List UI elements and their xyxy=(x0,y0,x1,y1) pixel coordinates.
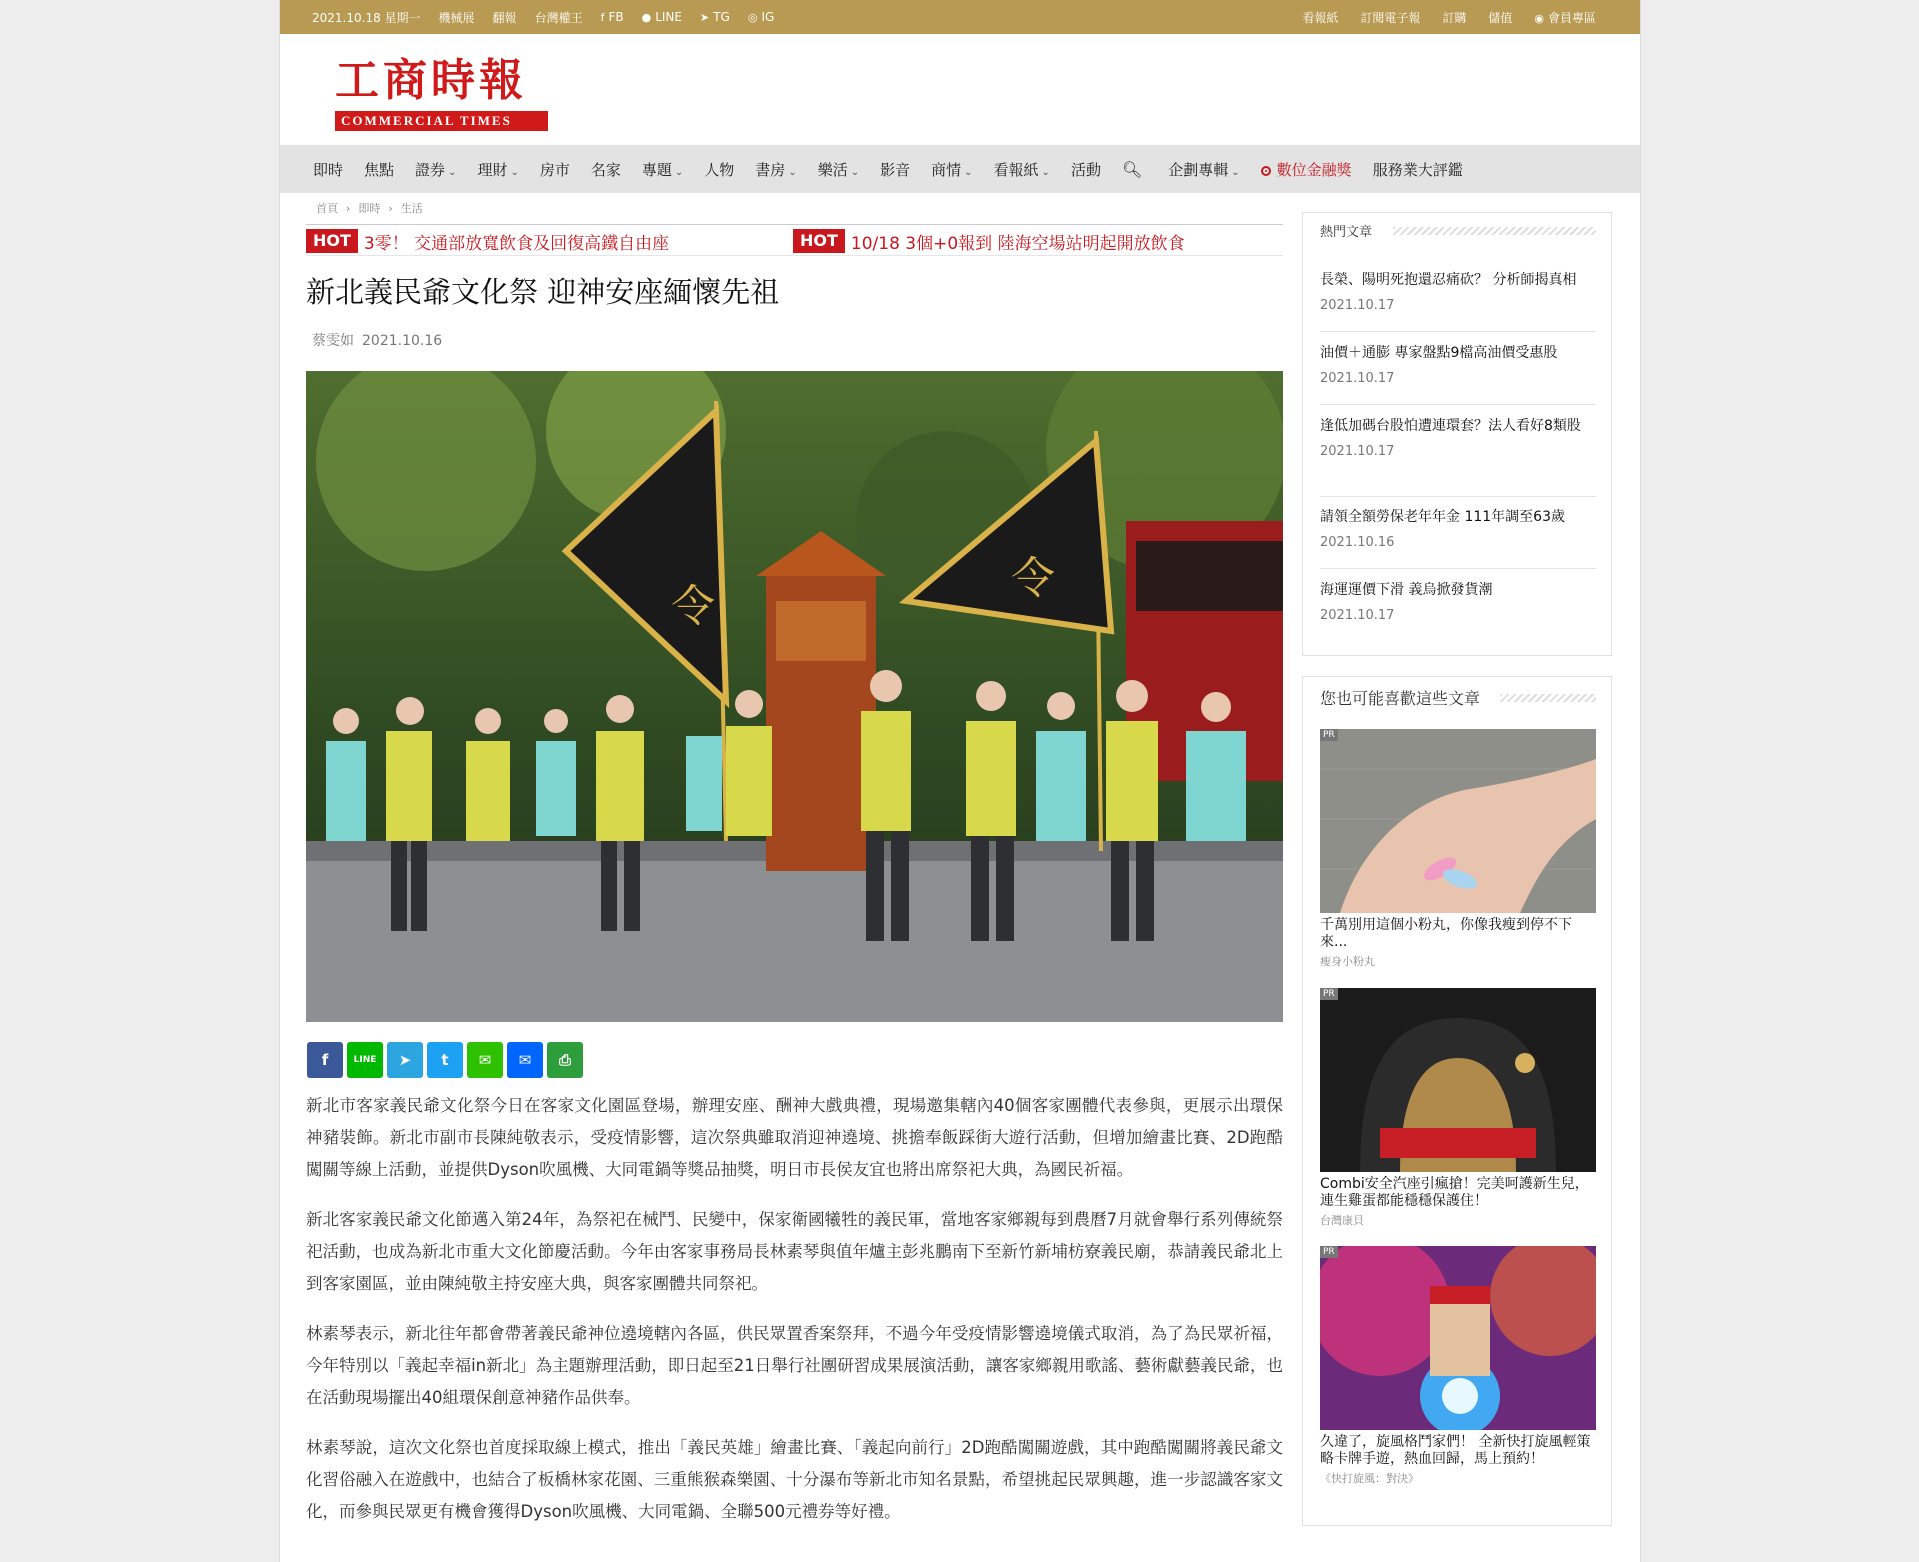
nav-item-label: 數位金融獎 xyxy=(1276,160,1352,179)
popular-item[interactable] xyxy=(1320,581,1596,636)
instagram-label: IG xyxy=(761,10,775,24)
chevron-down-icon: ⌄ xyxy=(1041,166,1050,178)
popular-item[interactable] xyxy=(1320,271,1596,332)
line-label: LINE xyxy=(655,10,682,24)
recommended-source: 瘦身小粉丸 xyxy=(1320,955,1375,968)
nav-item-label: 活動 xyxy=(1070,160,1101,179)
topbar-link[interactable]: 翻報 xyxy=(492,10,517,25)
breadcrumb-realtime[interactable]: 即時 xyxy=(358,202,381,215)
email-share-icon[interactable]: ✉ xyxy=(507,1042,543,1078)
recommended-source: 《快打旋風：對決》 xyxy=(1320,1472,1419,1485)
recommended-image xyxy=(1320,729,1596,913)
chevron-right-icon: › xyxy=(346,202,351,215)
heading-divider xyxy=(1500,694,1596,702)
top-utility-bar xyxy=(280,0,1640,34)
nav-item[interactable] xyxy=(931,159,972,180)
popular-item-title: 請領全額勞保老年年金 111年調至63歲 xyxy=(1320,509,1565,525)
nav-item-label: 名家 xyxy=(590,160,621,179)
article-meta xyxy=(312,330,442,350)
nav-item[interactable] xyxy=(755,159,796,180)
article-paragraph: 林素琴表示，新北往年都會帶著義民爺神位遶境轄內各區，供民眾置香案祭拜，不過今年受疫情影響遶境儀式取消，為了為民眾祈福，今年特別以「義起幸福in新北」為主題辦理活動，即日起至21日舉行社團研習成果展演活動，讓客家鄉親用歌謠、藝術獻藝義民爺，也在活動現場擺出40組環保創意神豬作品供奉。 xyxy=(306,1324,1283,1407)
page-container xyxy=(279,0,1641,1562)
logo-english: COMMERCIAL TIMES xyxy=(335,111,548,131)
instagram-icon: ◎ xyxy=(747,11,758,24)
popular-item-date: 2021.10.16 xyxy=(1320,535,1395,550)
hot-headline-text: 10/18 3個+0報到 陸海空場站明起開放飲食 xyxy=(850,233,1185,254)
popular-item-date: 2021.10.17 xyxy=(1320,371,1395,386)
article-date: 2021.10.16 xyxy=(362,333,443,349)
nav-item[interactable] xyxy=(704,159,734,180)
nav-item-label: 證券 xyxy=(415,160,446,179)
hot-headline-2[interactable] xyxy=(793,229,1185,253)
recommended-title: 久違了，旋風格鬥家們！ 全新快打旋風輕策略卡牌手遊，熱血回歸，馬上預約！ xyxy=(1320,1434,1591,1467)
popular-item-date: 2021.10.17 xyxy=(1320,444,1395,459)
chevron-right-icon: › xyxy=(388,202,393,215)
nav-item[interactable] xyxy=(415,159,456,180)
print-share-icon[interactable]: ⎙ xyxy=(547,1042,583,1078)
flag-character-left: 令 xyxy=(671,581,715,632)
article-photo xyxy=(306,371,1283,1022)
popular-item-title: 油價＋通膨 專家盤點9檔高油價受惠股 xyxy=(1320,345,1558,361)
recommended-title: Combi安全汽座引瘋搶！完美呵護新生兒，連生雞蛋都能穩穩保護住！ xyxy=(1320,1176,1589,1209)
recommended-item[interactable] xyxy=(1320,729,1596,969)
nav-item-label: 即時 xyxy=(313,160,344,179)
search-icon[interactable]: 🔍︎ xyxy=(1121,159,1143,179)
nav-item-label: 商情 xyxy=(931,160,962,179)
nav-item-label: 企劃專輯 xyxy=(1168,160,1229,179)
site-logo[interactable] xyxy=(335,55,548,135)
popular-item-title: 逢低加碼台股怕遭連環套？法人看好8類股 xyxy=(1320,418,1581,434)
award-icon xyxy=(1261,166,1271,176)
sponsored-badge: PR xyxy=(1320,729,1338,741)
telegram-icon: ➤ xyxy=(700,11,710,24)
facebook-share-icon[interactable]: f xyxy=(307,1042,343,1078)
nav-item-label: 樂活 xyxy=(817,160,848,179)
chevron-down-icon: ⌄ xyxy=(674,166,684,178)
hot-headline-text: 3零！ 交通部放寬飲食及回復高鐵自由座 xyxy=(363,233,670,254)
article-paragraph: 新北客家義民爺文化節邁入第24年，為祭祀在械鬥、民變中，保家衛國犧牲的義民軍，當地客家鄉親每到農曆7月就會舉行系列傳統祭祀活動，也成為新北市重大文化節慶活動。今年由客家事務局長林素琴與值年爐主彭兆鵬南下至新竹新埔枋寮義民廟，恭請義民爺北上到客家園區，並由陳純敬主持安座大典，與客家團體共同祭祀。 xyxy=(306,1210,1283,1293)
share-bar xyxy=(307,1042,583,1078)
recommended-image xyxy=(1320,988,1596,1172)
chevron-down-icon: ⌄ xyxy=(448,166,457,178)
newsletter-link[interactable]: 訂閱電子報 xyxy=(1360,10,1421,25)
popular-heading: 熱門文章 xyxy=(1320,225,1373,240)
article-author[interactable]: 蔡雯如 xyxy=(312,333,354,349)
popular-item[interactable] xyxy=(1320,417,1596,497)
nav-item-label: 人物 xyxy=(704,160,735,179)
hot-badge: HOT xyxy=(793,229,845,253)
hot-headlines xyxy=(306,224,1283,256)
chevron-down-icon: ⌄ xyxy=(964,166,973,178)
topbar-link[interactable]: 機械展 xyxy=(438,10,475,25)
recommended-image xyxy=(1320,1246,1596,1430)
recommended-item[interactable] xyxy=(1320,988,1596,1228)
nav-item-label: 專題 xyxy=(641,160,672,179)
article-body xyxy=(306,1090,1283,1546)
recommended-title: 千萬別用這個小粉丸，你像我瘦到停不下來... xyxy=(1320,917,1572,950)
twitter-share-icon[interactable]: t xyxy=(427,1042,463,1078)
popular-item-date: 2021.10.17 xyxy=(1320,608,1395,623)
nav-item-label: 理財 xyxy=(477,160,508,179)
hot-headline-1[interactable] xyxy=(306,229,669,253)
nav-item[interactable] xyxy=(880,159,910,180)
chevron-down-icon: ⌄ xyxy=(850,166,860,178)
popular-item-title: 長榮、陽明死抱還忍痛砍？ 分析師揭真相 xyxy=(1320,272,1577,288)
nav-item[interactable] xyxy=(642,159,683,180)
line-share-icon[interactable]: LINE xyxy=(347,1042,383,1078)
facebook-icon: f xyxy=(600,11,605,24)
popular-item-title: 海運運價下滑 義烏掀發貨潮 xyxy=(1320,582,1493,598)
nav-item-label: 服務業大評鑑 xyxy=(1372,160,1463,179)
breadcrumb xyxy=(316,200,423,216)
flag-character-right: 令 xyxy=(1011,553,1055,604)
sponsored-badge: PR xyxy=(1320,1246,1338,1258)
facebook-label: FB xyxy=(608,10,624,24)
nav-item[interactable] xyxy=(591,159,621,180)
telegram-link[interactable] xyxy=(700,10,730,24)
facebook-link[interactable] xyxy=(601,10,624,24)
nav-item[interactable] xyxy=(1168,159,1239,180)
topup-link[interactable]: 儲值 xyxy=(1488,10,1513,25)
user-icon: ◉ xyxy=(1534,11,1544,25)
nav-item-label: 書房 xyxy=(755,160,786,179)
read-paper-link[interactable]: 看報紙 xyxy=(1302,10,1339,25)
breadcrumb-home[interactable]: 首頁 xyxy=(316,202,338,215)
chevron-down-icon: ⌄ xyxy=(788,166,797,178)
nav-item[interactable] xyxy=(477,159,518,180)
recommended-heading: 您也可能喜歡這些文章 xyxy=(1320,689,1481,708)
nav-item[interactable] xyxy=(994,159,1050,180)
nav-item[interactable] xyxy=(364,159,394,180)
topbar-link[interactable]: 台灣權王 xyxy=(534,10,583,25)
recommended-item[interactable] xyxy=(1320,1246,1596,1486)
chevron-down-icon: ⌄ xyxy=(510,166,519,178)
member-link[interactable] xyxy=(1534,9,1596,26)
line-link[interactable] xyxy=(642,10,682,24)
line-icon: ● xyxy=(641,11,652,24)
nav-item-label: 焦點 xyxy=(364,160,395,179)
recommended-panel xyxy=(1302,676,1612,1526)
nav-item-service-review[interactable] xyxy=(1373,159,1463,180)
telegram-label: TG xyxy=(713,10,730,24)
nav-item-label: 看報紙 xyxy=(993,160,1039,179)
heading-divider xyxy=(1393,227,1596,235)
hot-badge: HOT xyxy=(306,229,358,253)
popular-item[interactable] xyxy=(1320,344,1596,405)
popular-item[interactable] xyxy=(1320,508,1596,569)
nav-item-label: 影音 xyxy=(880,160,911,179)
current-date: 2021.10.18 星期一 xyxy=(312,10,421,25)
instagram-link[interactable] xyxy=(748,10,774,24)
article-paragraph: 林素琴說，這次文化祭也首度採取線上模式，推出「義民英雄」繪畫比賽、「義起向前行」2D跑酷闖關遊戲，其中跑酷闖關將義民爺文化習俗融入在遊戲中，也結合了板橋林家花園、三重熊猴森樂園、十分瀑布等新北市知名景點，希望挑起民眾興趣，進一步認識客家文化，而參與民眾更有機會獲得Dyson吹風機、大同電鍋、全聯500元禮券等好禮。 xyxy=(306,1438,1283,1521)
member-label: 會員專區 xyxy=(1547,10,1596,25)
subscribe-link[interactable]: 訂購 xyxy=(1442,10,1467,25)
article-title: 新北義民爺文化祭 迎神安座緬懷先祖 xyxy=(306,275,780,309)
wechat-share-icon[interactable]: ✉ xyxy=(467,1042,503,1078)
recommended-source: 台灣康貝 xyxy=(1320,1214,1364,1227)
logo-chinese: 工商時報 xyxy=(335,55,527,106)
breadcrumb-life[interactable]: 生活 xyxy=(400,202,423,215)
main-nav xyxy=(280,145,1640,193)
telegram-share-icon[interactable]: ➤ xyxy=(387,1042,423,1078)
sponsored-badge: PR xyxy=(1320,988,1338,1000)
nav-item-label: 房市 xyxy=(539,160,570,179)
article-paragraph: 新北市客家義民爺文化祭今日在客家文化園區登場，辦理安座、酬神大戲典禮，現場邀集轄內40個客家團體代表參與，更展示出環保神豬裝飾。新北市副市長陳純敬表示，受疫情影響，這次祭典雖取消迎神遶境、挑擔奉飯踩街大遊行活動，但增加繪畫比賽、2D跑酷闖關等線上活動，並提供Dyson吹風機、大同電鍋等獎品抽獎，明日市長侯友宜也將出席祭祀大典，為國民祈福。 xyxy=(306,1096,1283,1179)
popular-item-date: 2021.10.17 xyxy=(1320,298,1395,313)
nav-item-digital-finance-award[interactable] xyxy=(1261,159,1352,180)
nav-item[interactable] xyxy=(818,159,859,180)
popular-articles-panel xyxy=(1302,212,1612,656)
chevron-down-icon: ⌄ xyxy=(1231,166,1240,178)
nav-item[interactable] xyxy=(540,159,570,180)
nav-item[interactable] xyxy=(1071,159,1101,180)
nav-item[interactable] xyxy=(313,159,343,180)
